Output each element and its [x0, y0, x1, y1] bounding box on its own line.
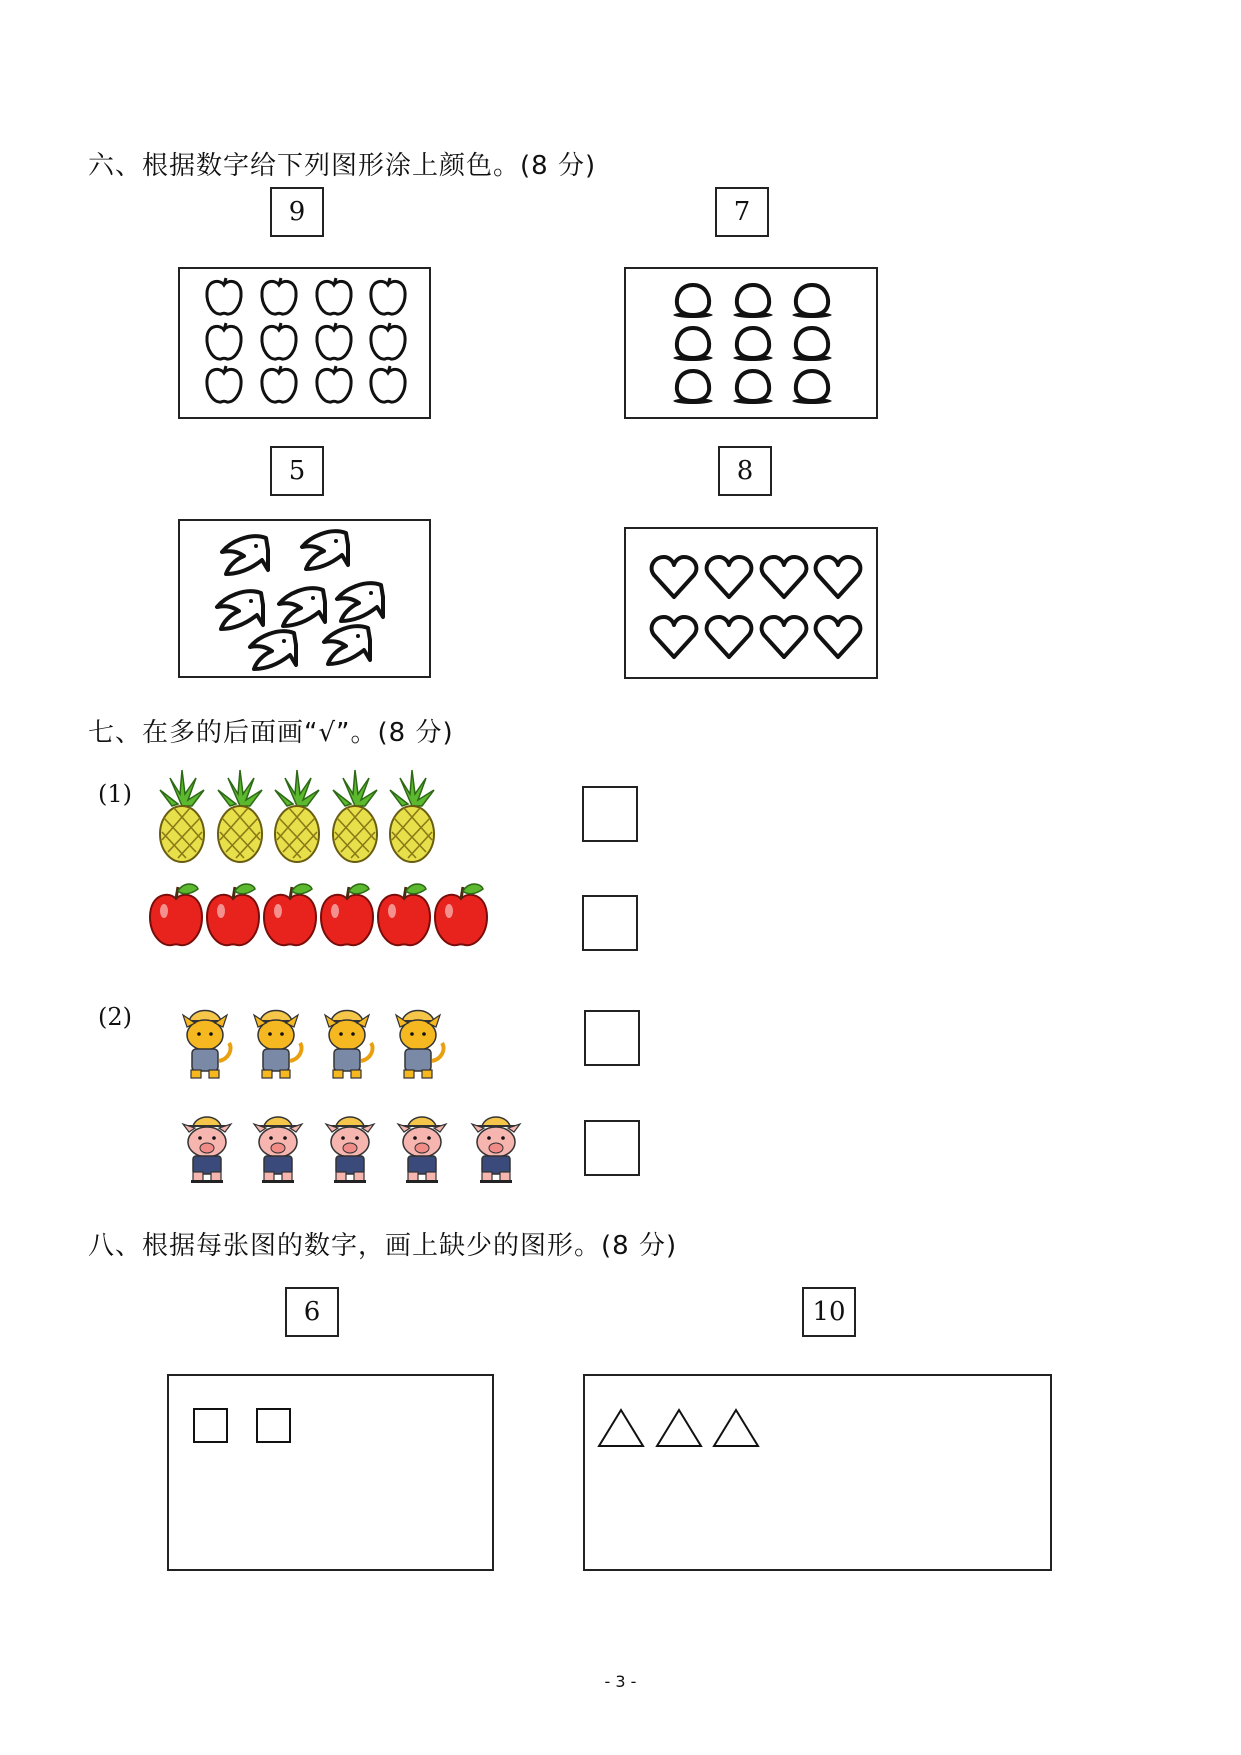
page-number: - 3 - [604, 1672, 637, 1691]
number-box-hearts: 8 [718, 446, 772, 496]
section6-heading: 六、根据数字给下列图形涂上颜色。(8 分) [88, 151, 597, 181]
fish-outline-icons [180, 521, 433, 680]
number-box-fish: 5 [270, 446, 324, 496]
triangle-shapes [585, 1376, 1054, 1573]
pig-row [170, 1108, 540, 1193]
answer-box-cats[interactable] [584, 1010, 640, 1066]
heart-outline-group[interactable] [624, 527, 878, 679]
answer-box-apples[interactable] [582, 895, 638, 951]
heart-outline-icons [626, 529, 880, 681]
answer-box-pineapples[interactable] [582, 786, 638, 842]
cat-row [170, 1003, 470, 1088]
answer-box-pigs[interactable] [584, 1120, 640, 1176]
question-label-2: (2) [98, 1003, 132, 1031]
section8-heading: 八、根据每张图的数字，画上缺少的图形。(8 分) [88, 1231, 678, 1261]
square-shapes [169, 1376, 496, 1573]
number-box-apples: 9 [270, 187, 324, 237]
pineapple-row [150, 772, 450, 862]
red-apple-row [148, 875, 488, 955]
peach-outline-group[interactable] [624, 267, 878, 419]
square-drawing-area[interactable] [167, 1374, 494, 1571]
apple-outline-group[interactable] [178, 267, 431, 419]
peach-outline-icons [626, 269, 880, 421]
section7-heading: 七、在多的后面画“√”。(8 分) [88, 718, 454, 748]
number-box-peaches: 7 [715, 187, 769, 237]
number-box-triangles: 10 [802, 1287, 856, 1337]
number-box-squares: 6 [285, 1287, 339, 1337]
apple-outline-icons [180, 269, 433, 421]
fish-outline-group[interactable] [178, 519, 431, 678]
question-label-1: (1) [98, 780, 132, 808]
triangle-drawing-area[interactable] [583, 1374, 1052, 1571]
